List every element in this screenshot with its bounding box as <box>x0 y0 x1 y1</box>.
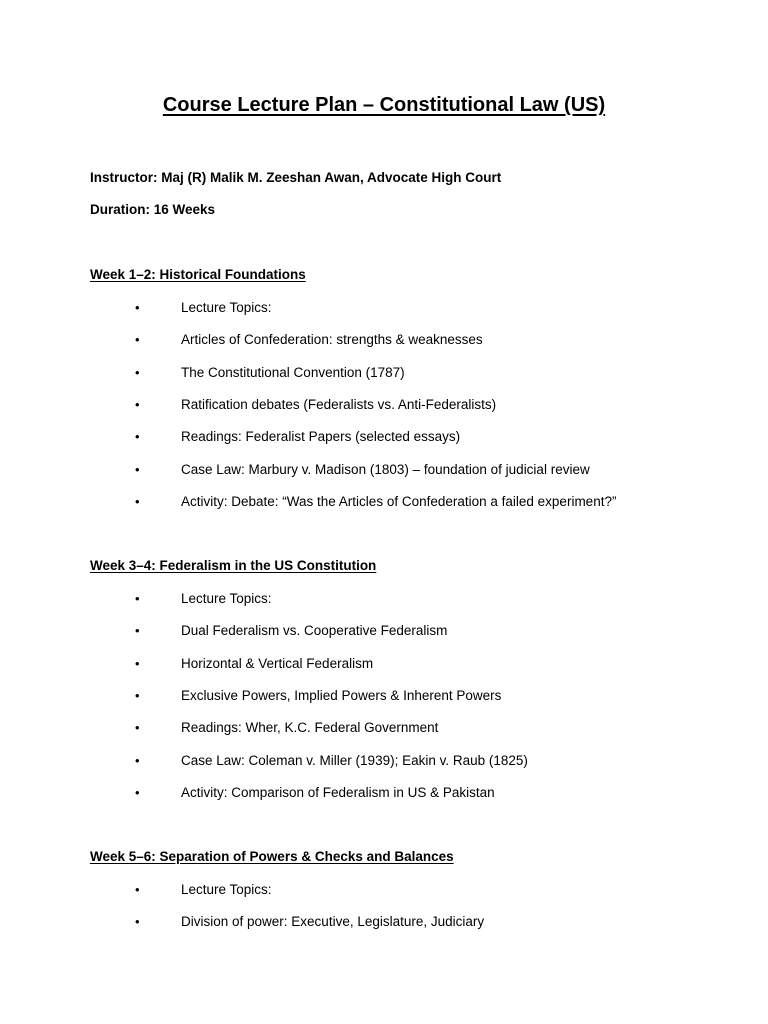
list-item <box>0 492 768 512</box>
list-item <box>0 460 768 480</box>
list-item <box>0 686 768 706</box>
bullet-icon: • <box>135 720 140 736</box>
bullet-icon: • <box>135 461 140 477</box>
list-item-text: Lecture Topics: <box>181 300 272 315</box>
bullet-icon: • <box>135 687 140 703</box>
list-item <box>0 912 768 932</box>
list-item <box>0 751 768 771</box>
list-item <box>0 427 768 447</box>
bullet-icon: • <box>135 914 140 930</box>
list-item <box>0 330 768 350</box>
bullet-icon: • <box>135 493 140 509</box>
list-item-text: Lecture Topics: <box>181 591 272 606</box>
list-item-text: Readings: Federalist Papers (selected essays) <box>181 429 461 445</box>
list-item <box>0 621 768 641</box>
page-title: Course Lecture Plan – Constitutional Law (US) <box>162 94 606 116</box>
bullet-icon: • <box>135 591 140 606</box>
bullet-icon: • <box>135 429 140 445</box>
bullet-icon: • <box>135 396 140 412</box>
bullet-icon: • <box>135 655 140 671</box>
duration-line: Duration: 16 Weeks <box>90 202 216 217</box>
section-heading: Week 1–2: Historical Foundations <box>90 267 306 282</box>
section-heading: Week 5–6: Separation of Powers & Checks and Balances <box>90 849 454 864</box>
bullet-icon: • <box>135 332 140 348</box>
list-item <box>0 589 768 609</box>
list-item-text: Articles of Confederation: strengths & weaknesses <box>181 332 483 348</box>
list-item-text: Activity: Debate: “Was the Articles of Confederation a failed experiment?” <box>181 493 617 509</box>
list-item-text: Lecture Topics: <box>181 882 272 897</box>
list-item <box>0 718 768 738</box>
list-item <box>0 880 768 900</box>
bullet-icon: • <box>135 300 140 315</box>
bullet-icon: • <box>135 623 140 639</box>
list-item <box>0 298 768 318</box>
list-item-text: Case Law: Marbury v. Madison (1803) – foundation of judicial review <box>181 461 590 477</box>
list-item-text: Readings: Wher, K.C. Federal Government <box>181 720 439 736</box>
list-item <box>0 654 768 674</box>
list-item-text: Exclusive Powers, Implied Powers & Inherent Powers <box>181 687 502 703</box>
list-item-text: Ratification debates (Federalists vs. Anti-Federalists) <box>181 396 497 412</box>
bullet-icon: • <box>135 364 140 380</box>
bullet-icon: • <box>135 752 140 768</box>
list-item <box>0 783 768 803</box>
list-item-text: The Constitutional Convention (1787) <box>181 364 405 380</box>
list-item-text: Activity: Comparison of Federalism in US & Pakistan <box>181 784 495 800</box>
bullet-icon: • <box>135 882 140 897</box>
bullet-icon: • <box>135 784 140 800</box>
list-item-text: Horizontal & Vertical Federalism <box>181 655 374 671</box>
list-item-text: Dual Federalism vs. Cooperative Federalism <box>181 623 448 639</box>
instructor-line: Instructor: Maj (R) Malik M. Zeeshan Awan, Advocate High Court <box>90 170 502 185</box>
list-item <box>0 363 768 383</box>
list-item <box>0 395 768 415</box>
section-heading: Week 3–4: Federalism in the US Constitution <box>90 558 377 573</box>
list-item-text: Case Law: Coleman v. Miller (1939); Eakin v. Raub (1825) <box>181 752 528 768</box>
list-item-text: Division of power: Executive, Legislature, Judiciary <box>181 914 485 930</box>
